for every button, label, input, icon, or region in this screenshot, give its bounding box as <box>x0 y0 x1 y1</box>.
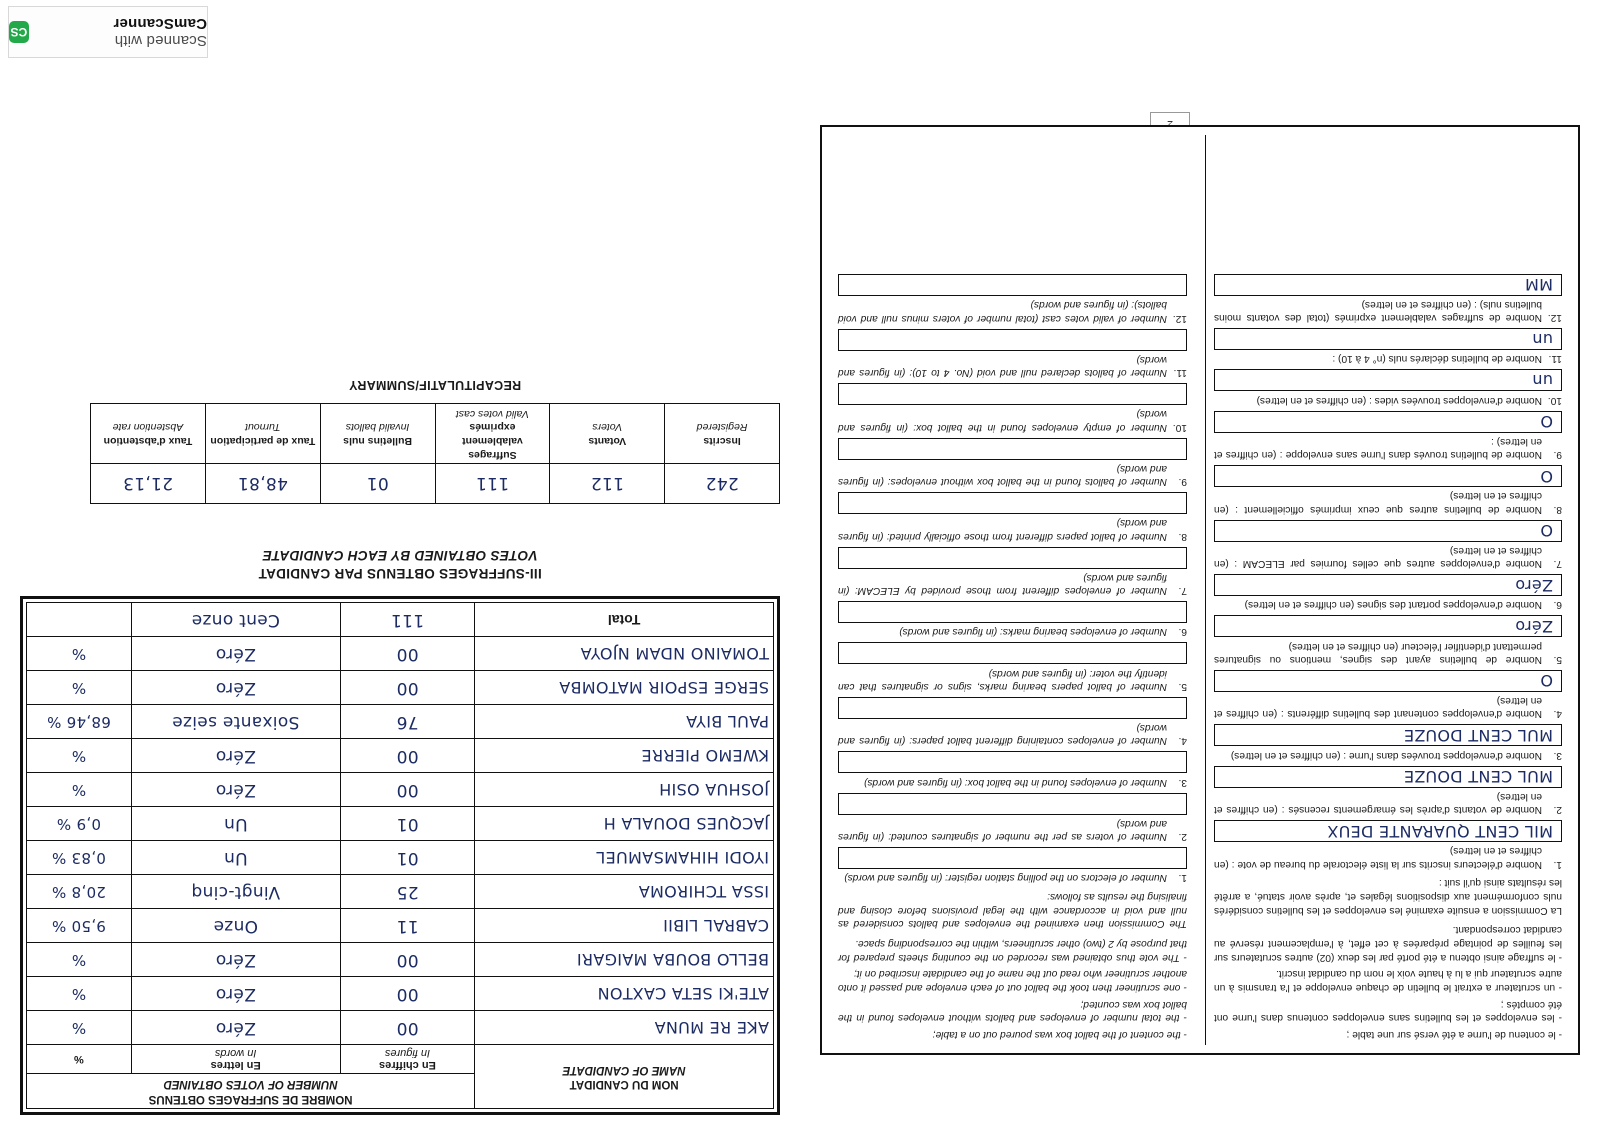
candidate-percent: 68,46 % <box>27 705 132 739</box>
item-text: Number of envelopes different from those provided by ELECAM: (in figures and words) <box>838 571 1167 597</box>
table-row <box>27 739 774 773</box>
french-item-9 <box>1214 411 1562 462</box>
header-percent: % <box>27 1045 132 1074</box>
candidate-name: SERGE ESPOIR MATOMBA <box>475 671 774 705</box>
summary-section <box>90 376 780 503</box>
answer-field[interactable] <box>838 793 1187 815</box>
summary-values-row <box>91 463 780 503</box>
item-number: 11. <box>1548 353 1562 365</box>
english-item-10 <box>838 383 1187 434</box>
answer-value: Zéro <box>1514 575 1553 595</box>
candidate-votes-words: Un <box>131 807 340 841</box>
answer-field[interactable] <box>838 547 1187 569</box>
french-item-6 <box>1214 574 1562 611</box>
french-item-11 <box>1214 328 1562 365</box>
candidate-name: KWEMO PIERRE <box>475 739 774 773</box>
summary-header-valid-votes: Suffrages valablement exprimés Valid votes cast <box>435 404 550 464</box>
answer-value: MIL CENT QUARANTE DEUX <box>1327 821 1553 841</box>
list-item: - un scrutateur a extrait le bulletin de chaque enveloppe et l'a transmis à un autre scrutateur qui a lu à haute voix le nom du candidat inscrit. <box>1214 968 1562 993</box>
candidate-name: ATE'KI SETA CAXTON <box>475 977 774 1011</box>
item-number: 12. <box>1172 312 1187 324</box>
summary-value-valid-votes: 111 <box>435 463 550 503</box>
header-candidate-name: NOM DU CANDIDAT NAME OF CANDIDATE <box>475 1045 774 1109</box>
answer-field[interactable] <box>838 329 1187 351</box>
item-text: Nombre de bulletins ayant des signes, mentions ou signatures permettant d'identifier l'électeur (en chiffres et en lettres) <box>1214 640 1542 665</box>
answer-field[interactable] <box>1214 766 1562 788</box>
summary-value-turnout: 48,81 <box>205 463 320 503</box>
english-item-8 <box>838 492 1187 543</box>
item-text: Nombre d'enveloppes trouvées dans l'urne : (en chiffres et en lettres) <box>1230 749 1542 761</box>
english-item-1 <box>838 847 1187 884</box>
candidate-votes-figures: 25 <box>340 875 474 909</box>
candidate-votes-figures: 01 <box>340 807 474 841</box>
candidate-percent: 0,83 % <box>27 841 132 875</box>
camscanner-label: Scanned with CamScanner <box>113 15 207 49</box>
summary-value-registered: 242 <box>665 463 780 503</box>
list-item: - The vote thus obtained was recorded on the counting sheets prepared for that purpose by 2 (two) other scrutineers, within the corresponding space. <box>838 937 1187 963</box>
item-number: 5. <box>1178 680 1187 692</box>
french-item-8 <box>1214 465 1562 516</box>
section-title-votes: III-SUFFRAGES OBTENUS PAR CANDIDAT VOTES OBTAINED BY EACH CANDIDATE <box>258 547 542 582</box>
answer-value: O <box>1540 521 1553 541</box>
camscanner-logo-icon: CS <box>9 21 29 43</box>
answer-field[interactable] <box>838 642 1187 664</box>
table-row <box>27 943 774 977</box>
candidate-votes-words: Zéro <box>131 773 340 807</box>
summary-value-voters: 112 <box>550 463 665 503</box>
candidate-votes-words: Zéro <box>131 637 340 671</box>
candidate-percent: % <box>27 637 132 671</box>
english-item-11 <box>838 329 1187 380</box>
item-text: Nombre de bulletins autres que ceux imprimés officiellement : (en chiffres et en lettres) <box>1214 490 1542 515</box>
answer-value: MM <box>1524 275 1553 295</box>
answer-value: MUL CENT DOUZE <box>1403 767 1553 787</box>
item-text: Number of envelopes containing different ballot papers: (in figures and words) <box>838 722 1167 747</box>
candidate-votes-figures: 00 <box>340 977 474 1011</box>
table-row <box>27 671 774 705</box>
total-votes-words: Cent onze <box>131 603 340 637</box>
item-text: Nombre d'enveloppes contenant des bulletins différents : (en chiffres et en lettres) <box>1214 695 1542 720</box>
candidate-votes-figures: 00 <box>340 943 474 977</box>
candidate-name: PAUL BIYA <box>475 705 774 739</box>
item-number: 3. <box>1178 776 1187 788</box>
answer-field[interactable] <box>838 383 1187 405</box>
total-percent <box>27 603 132 637</box>
item-number: 1. <box>1553 858 1562 870</box>
candidates-table <box>26 602 774 1109</box>
item-number: 12. <box>1547 312 1562 324</box>
table-header-row <box>27 1074 774 1109</box>
item-number: 8. <box>1553 503 1562 515</box>
answer-value: un <box>1532 370 1553 390</box>
summary-title: RECAPITULATIF/SUMMARY <box>348 378 522 393</box>
candidate-votes-words: Zéro <box>131 739 340 773</box>
answer-field[interactable] <box>1214 520 1562 542</box>
item-number: 6. <box>1553 599 1562 611</box>
candidate-name: IYODI HIHAMSAMUEL <box>475 841 774 875</box>
english-commission-paragraph: The Commission then examined the envelopes and ballots considered as null and void in accordance with the legal provisions before closing and finalising the results as follows: <box>838 890 1187 930</box>
answer-field[interactable] <box>1214 724 1562 746</box>
candidate-name: TOMAINO NDAM NJOYA <box>475 637 774 671</box>
answer-value: O <box>1540 412 1553 432</box>
candidate-votes-words: Zéro <box>131 943 340 977</box>
answer-field[interactable] <box>1214 411 1562 433</box>
french-item-10 <box>1214 369 1562 406</box>
item-text: Number of ballots declared null and void (No. 4 to 10): (in figures and words) <box>838 353 1167 379</box>
answer-field[interactable] <box>1214 615 1562 637</box>
answer-field[interactable] <box>838 601 1187 623</box>
answer-field[interactable] <box>838 847 1187 869</box>
english-intro-list <box>838 936 1187 1041</box>
french-item-7 <box>1214 520 1562 571</box>
item-text: Number of ballot papers bearing marks, signs or signatures that can identify the voter: (in figures and words) <box>838 667 1167 692</box>
list-item: - le contenu de l'urne a été versé sur une table ; <box>1346 1029 1562 1040</box>
item-number: 10. <box>1547 394 1562 406</box>
item-text: Nombre d'enveloppes trouvées vides : (en chiffres et en lettres) <box>1256 394 1542 406</box>
list-item: - the content of the ballot box was poured out on a table; <box>932 1029 1187 1040</box>
summary-header-voters: Votants Voters <box>550 404 665 464</box>
item-number: 7. <box>1178 585 1187 597</box>
candidate-name: BELLO BOUBA MAIGARI <box>475 943 774 977</box>
item-text: Number of envelopes bearing marks: (in figures and words) <box>899 626 1167 638</box>
item-number: 10. <box>1172 421 1187 433</box>
table-row <box>27 977 774 1011</box>
english-item-4 <box>838 697 1187 748</box>
french-column <box>1205 135 1570 1045</box>
candidate-votes-figures: 00 <box>340 773 474 807</box>
answer-value: O <box>1540 671 1553 691</box>
table-row <box>27 1011 774 1045</box>
english-item-6 <box>838 601 1187 638</box>
french-item-12 <box>1214 274 1562 325</box>
candidate-percent: % <box>27 1011 132 1045</box>
answer-field[interactable] <box>838 438 1187 460</box>
item-number: 9. <box>1553 449 1562 461</box>
candidate-votes-words: Un <box>131 841 340 875</box>
summary-table <box>90 403 780 504</box>
header-votes-obtained: NOMBRE DE SUFFRAGES OBTENUS NUMBER OF VOTES OBTAINED <box>27 1074 475 1109</box>
item-number: 11. <box>1173 367 1187 379</box>
item-number: 5. <box>1553 653 1562 665</box>
answer-field[interactable] <box>838 697 1187 719</box>
french-item-3 <box>1214 724 1562 761</box>
answer-field[interactable] <box>1214 670 1562 692</box>
table-row <box>27 909 774 943</box>
table-row <box>27 875 774 909</box>
french-intro-list <box>1214 923 1562 1041</box>
table-row <box>27 705 774 739</box>
summary-header-registered: Inscrits Registered <box>665 404 780 464</box>
candidate-votes-figures: 76 <box>340 705 474 739</box>
table-row <box>27 841 774 875</box>
candidate-percent: 9,50 % <box>27 909 132 943</box>
item-number: 8. <box>1178 530 1187 542</box>
list-item: - le suffrage ainsi obtenu a été porté par les deux (02) autres scrutateurs sur les feuilles de pointage préparées à cet effet, à l'emplacement réservé au candidat correspondant. <box>1214 924 1562 963</box>
answer-value: un <box>1532 329 1553 349</box>
candidate-votes-figures: 00 <box>340 671 474 705</box>
table-row-total <box>27 603 774 637</box>
english-item-7 <box>838 547 1187 598</box>
list-item: - one scrutineer then took the ballot out of each envelope and passed it onto another scrutineer who read out the name of the candidate inscribed on it; <box>838 968 1187 993</box>
item-text: Number of envelopes found in the ballot box: (in figures and words) <box>864 776 1167 788</box>
camscanner-watermark <box>8 6 208 58</box>
answer-value: Zéro <box>1514 616 1553 636</box>
candidate-votes-words: Onze <box>131 909 340 943</box>
candidate-percent: % <box>27 773 132 807</box>
list-item: - the total number of envelopes and ballots without envelopes found in the ballot box was counted; <box>838 998 1187 1024</box>
answer-field[interactable] <box>1214 328 1562 350</box>
item-text: Nombre d'enveloppes portant des signes (en chiffres et en lettres) <box>1244 599 1542 611</box>
candidate-name: ISSA TCHIROMA <box>475 875 774 909</box>
summary-header-invalid-ballots: Bulletins nuls Invalid ballots <box>320 404 435 464</box>
answer-field[interactable] <box>1214 465 1562 487</box>
total-votes-figures: 111 <box>340 603 474 637</box>
candidate-votes-words: Vingt-cinq <box>131 875 340 909</box>
candidate-votes-figures: 11 <box>340 909 474 943</box>
candidate-votes-figures: 00 <box>340 637 474 671</box>
answer-field[interactable] <box>1214 574 1562 596</box>
candidate-percent: % <box>27 977 132 1011</box>
item-text: Nombre d'électeurs inscrits sur la liste électorale du bureau de vote : (en chiffres et en lettres) <box>1214 845 1542 870</box>
english-item-9 <box>838 438 1187 489</box>
summary-value-invalid-ballots: 01 <box>320 463 435 503</box>
french-item-5 <box>1214 615 1562 666</box>
item-text: Nombre d'enveloppes autres que celles fournies par ELECAM : (en chiffres et en lettres) <box>1214 544 1542 570</box>
document-page-votes <box>20 95 780 1115</box>
candidate-percent: 0,9 % <box>27 807 132 841</box>
item-text: Nombre de bulletins trouvés dans l'urne sans enveloppe : (en chiffres et en lettres) : <box>1214 435 1542 461</box>
candidate-name: AKE RE MUNA <box>475 1011 774 1045</box>
french-commission-paragraph: La Commission a ensuite examiné les enveloppes et les bulletins considérés nuls conformément aux dispositions légales et, après avoir statué, a arrêté les résultats ainsi qu'il suit : <box>1214 877 1562 916</box>
candidate-votes-figures: 00 <box>340 1011 474 1045</box>
header-in-figures: En chiffres In figures <box>340 1045 474 1074</box>
candidates-table-wrapper <box>20 596 780 1115</box>
item-number: 3. <box>1553 749 1562 761</box>
candidate-votes-figures: 00 <box>340 739 474 773</box>
answer-field[interactable] <box>1214 820 1562 842</box>
answer-field[interactable] <box>1214 274 1562 296</box>
list-item: - les enveloppes et les bulletins sans enveloppes contenus dans l'urne ont été comptés ; <box>1214 998 1562 1024</box>
item-number: 2. <box>1553 804 1562 816</box>
item-text: Nombre de suffrages valablement exprimés (total des votants moins bulletins nuls) : (en chiffres et en lettres) <box>1214 298 1542 324</box>
english-item-3 <box>838 751 1187 788</box>
candidate-votes-figures: 01 <box>340 841 474 875</box>
table-row <box>27 807 774 841</box>
item-text: Number of valid votes cast (total number of voters minus null and void ballots): (in figures and words) <box>838 299 1167 324</box>
item-number: 4. <box>1178 735 1187 747</box>
item-number: 4. <box>1553 708 1562 720</box>
french-item-1 <box>1214 820 1562 871</box>
candidate-percent: % <box>27 739 132 773</box>
candidate-percent: 20,8 % <box>27 875 132 909</box>
candidate-votes-words: Zéro <box>131 671 340 705</box>
item-text: Nombre de bulletins déclarés nuls (n° 4 à 10) : <box>1332 353 1542 365</box>
item-text: Nombre de votants d'après les émargements recensés : (en chiffres et en lettres) <box>1214 790 1542 816</box>
item-number: 2. <box>1178 831 1187 843</box>
answer-field[interactable] <box>1214 369 1562 391</box>
candidate-votes-words: Zéro <box>131 1011 340 1045</box>
answer-value: O <box>1540 466 1553 486</box>
answer-field[interactable] <box>838 492 1187 514</box>
item-text: Number of ballot papers different from those officially printed: (in figures and words) <box>838 517 1167 542</box>
item-number: 9. <box>1178 476 1187 488</box>
header-in-words: En lettres In words <box>131 1045 340 1074</box>
candidates-table-body <box>27 603 774 1045</box>
document-page-procedure <box>820 125 1580 1055</box>
summary-header-turnout: Taux de participation Turnout <box>205 404 320 464</box>
item-number: 7. <box>1553 558 1562 570</box>
candidate-name: CABRAL LIBII <box>475 909 774 943</box>
english-item-5 <box>838 642 1187 693</box>
english-column <box>830 135 1195 1045</box>
item-number: 1. <box>1178 872 1187 884</box>
candidate-percent: % <box>27 671 132 705</box>
candidate-percent: % <box>27 943 132 977</box>
candidate-name: JOSHUA OSIH <box>475 773 774 807</box>
french-item-2 <box>1214 766 1562 817</box>
summary-header-row <box>91 404 780 464</box>
item-text: Number of electors on the polling station register: (in figures and words) <box>844 872 1167 884</box>
item-text: Number of ballots found in the ballot box without envelopes: (in figures and words) <box>838 462 1167 488</box>
total-label: Total <box>475 603 774 637</box>
table-row <box>27 637 774 671</box>
answer-value: MUL CENT DOUZE <box>1403 725 1553 745</box>
french-item-4 <box>1214 670 1562 721</box>
summary-header-abstention: Taux d'abstention Abstention rate <box>91 404 206 464</box>
answer-field[interactable] <box>838 274 1187 296</box>
english-item-12 <box>838 274 1187 325</box>
candidate-votes-words: Soixante seize <box>131 705 340 739</box>
summary-value-abstention: 21,13 <box>91 463 206 503</box>
english-item-2 <box>838 793 1187 844</box>
candidate-name: JACQUES DOUALA H <box>475 807 774 841</box>
item-text: Number of voters as per the number of signatures counted: (in figures and words) <box>838 817 1167 843</box>
item-number: 6. <box>1178 626 1187 638</box>
answer-field[interactable] <box>838 751 1187 773</box>
candidate-votes-words: Zéro <box>131 977 340 1011</box>
table-row <box>27 773 774 807</box>
item-text: Number of empty envelopes found in the ballot box: (in figures and words) <box>838 408 1167 433</box>
